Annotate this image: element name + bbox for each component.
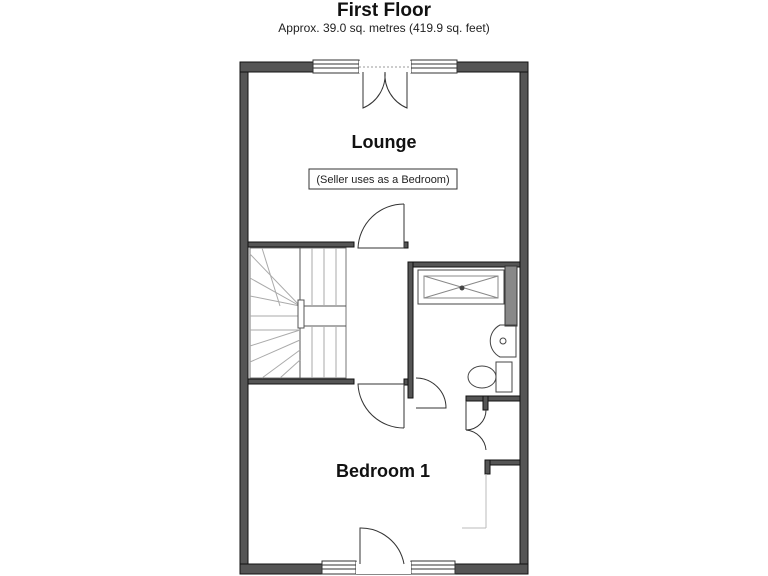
bathroom-bottom-wall [466, 396, 520, 401]
staircase [250, 248, 346, 378]
landing-doors [358, 204, 404, 428]
window-bottom-right [411, 561, 455, 574]
bathroom-left-wall [408, 262, 413, 398]
bedroom-door-swing [358, 384, 404, 428]
lounge-label: Lounge [351, 132, 417, 152]
wash-basin [490, 325, 516, 357]
window-bottom-left [322, 561, 356, 574]
balcony-door-left [363, 72, 385, 108]
toilet-bowl [468, 366, 496, 388]
bottom-door-swing [360, 528, 404, 564]
stair-walls [248, 242, 408, 385]
bottom-windows [322, 528, 455, 574]
toilet-cistern [496, 362, 512, 392]
stair-top-wall [248, 242, 354, 247]
floor-area-subtitle: Approx. 39.0 sq. metres (419.9 sq. feet) [278, 21, 490, 35]
left-outer-wall [240, 62, 248, 574]
window-top-right [411, 60, 457, 73]
top-windows [313, 60, 457, 108]
floor-title: First Floor [337, 0, 431, 21]
bedroom-1-label: Bedroom 1 [335, 461, 431, 481]
stair-bottom-wall [248, 379, 354, 384]
bathroom-top-wall [408, 262, 520, 267]
balcony-door-right [385, 72, 407, 108]
lounge-door-swing [358, 204, 404, 248]
bathroom-door-swing [416, 378, 446, 408]
bathroom-walls [408, 262, 520, 474]
window-top-left [313, 60, 359, 73]
bathroom-fixture-panel [505, 266, 517, 326]
lounge-note: (Seller uses as a Bedroom) [316, 174, 450, 186]
right-outer-wall [520, 62, 528, 574]
